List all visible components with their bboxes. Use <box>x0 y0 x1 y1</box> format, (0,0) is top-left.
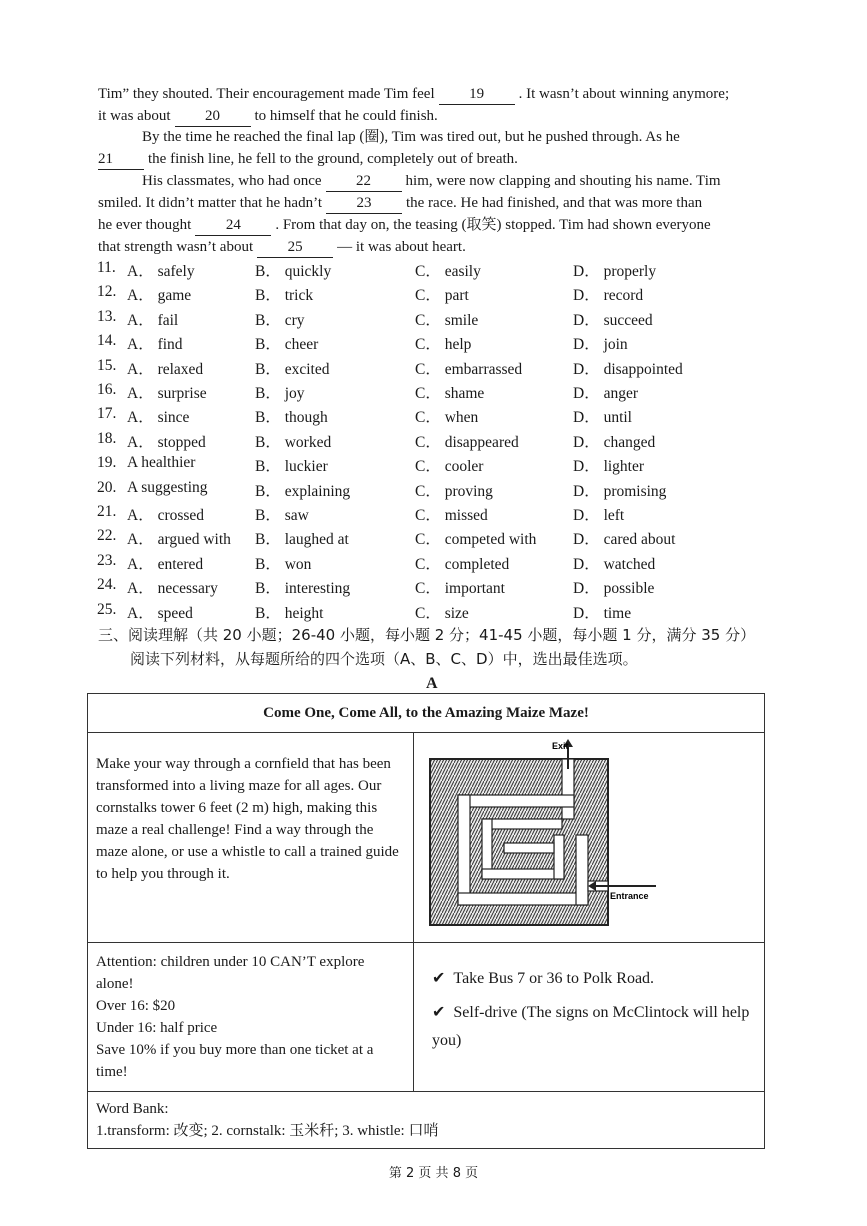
option-c: C． smile <box>415 311 479 329</box>
option-d: D． until <box>573 409 632 427</box>
passage-line <box>142 127 680 147</box>
check-icon: ✔ <box>432 1004 446 1021</box>
option-c: C． when <box>415 409 479 427</box>
word-bank-text: 1.transform: 改变; 2. cornstalk: 玉米秆; 3. whistle: 口哨 <box>96 1123 439 1139</box>
option-d: D． changed <box>573 433 656 451</box>
option-row <box>97 552 717 574</box>
option-c: C． embarrassed <box>415 360 523 378</box>
option-a: A． since <box>127 409 190 427</box>
option-c: C． disappeared <box>415 433 519 451</box>
option-c: C． easily <box>415 263 481 280</box>
passage-text: Tim” they shouted. Their encouragement made Tim feel <box>98 86 435 102</box>
option-c: C． completed <box>415 555 510 573</box>
option-a: A healthier <box>127 454 196 472</box>
maze-image-cell <box>414 733 765 943</box>
option-a: A． crossed <box>127 507 205 524</box>
word-bank-cell <box>88 1092 765 1149</box>
option-b: B． cheer <box>255 336 319 354</box>
option-c: C． cooler <box>415 458 484 476</box>
option-row <box>97 357 717 379</box>
passage-line <box>98 215 711 236</box>
question-number: 15. <box>97 356 117 374</box>
entrance-label: Entrance <box>610 891 649 901</box>
passage-text: he ever thought <box>98 217 192 233</box>
option-a: A． stopped <box>127 433 206 451</box>
blank-20: 20 <box>175 106 251 127</box>
passage-text: that strength wasn’t about <box>98 239 254 255</box>
option-d: D． succeed <box>573 311 653 329</box>
ad-info-cell <box>88 943 414 1092</box>
drive-direction <box>432 999 754 1055</box>
option-d: D． promising <box>573 482 667 500</box>
passage-text: the race. He had finished, and that was more than <box>405 195 703 211</box>
bus-direction <box>432 965 754 993</box>
option-b: B． saw <box>255 507 309 524</box>
option-d: D． time <box>573 604 632 622</box>
question-number: 20. <box>97 478 117 496</box>
blank-22: 22 <box>326 171 402 192</box>
question-number: 13. <box>97 307 117 325</box>
option-a: A． speed <box>127 604 193 622</box>
option-d: D． disappointed <box>573 360 683 378</box>
option-a: A． surprise <box>127 385 207 402</box>
passage-text: smiled. It didn’t matter that he hadn’t <box>98 195 322 211</box>
option-a: A． relaxed <box>127 360 204 378</box>
blank-19: 19 <box>439 84 515 105</box>
price-over-16: Over 16: $20 <box>96 998 176 1014</box>
option-a: A． necessary <box>127 580 218 598</box>
option-c: C． shame <box>415 385 485 402</box>
passage-line <box>98 149 518 170</box>
option-row <box>97 381 717 403</box>
check-icon: ✔ <box>432 970 446 987</box>
option-b: B． quickly <box>255 263 332 280</box>
option-b: B． worked <box>255 433 332 451</box>
option-d: D． cared about <box>573 531 676 549</box>
option-row <box>97 576 717 598</box>
option-a: A． argued with <box>127 531 231 549</box>
option-b: B． explaining <box>255 482 351 500</box>
option-c: C． help <box>415 336 472 354</box>
passage-text: the finish line, he fell to the ground, completely out of breath. <box>148 151 518 167</box>
passage-text: His classmates, who had once <box>142 173 322 189</box>
blank-24: 24 <box>195 215 271 236</box>
maze-ad-table <box>87 693 765 1149</box>
option-d: D． watched <box>573 555 656 573</box>
option-row <box>97 308 717 330</box>
option-c: C． proving <box>415 482 493 500</box>
option-a: A． fail <box>127 311 179 329</box>
option-a: A． game <box>127 287 192 305</box>
blank-23: 23 <box>326 193 402 214</box>
question-number: 14. <box>97 332 117 350</box>
option-a: A． safely <box>127 263 195 280</box>
question-number: 12. <box>97 283 117 301</box>
option-b: B． joy <box>255 385 305 402</box>
page-footer: 第 2 页 共 8 页 <box>388 1166 479 1181</box>
question-number: 18. <box>97 429 117 447</box>
discount-text: Save 10% if you buy more than one ticket at a time! <box>96 1042 374 1080</box>
option-row <box>97 527 717 549</box>
option-row <box>97 332 717 354</box>
question-number: 11. <box>97 259 116 276</box>
option-row <box>97 259 717 281</box>
option-row <box>97 430 717 452</box>
option-a: A． entered <box>127 555 204 573</box>
question-number: 25. <box>97 600 117 618</box>
option-row <box>97 454 717 476</box>
option-row <box>97 601 717 623</box>
section-heading: 三、阅读理解（共 20 小题；26-40 小题，每小题 2 分；41-45 小题，每小题 1 分，满分 35 分） <box>98 626 756 644</box>
passage-line <box>98 193 702 214</box>
exit-label: Exit <box>552 741 569 751</box>
blank-21: 21 <box>98 149 144 170</box>
option-b: B． luckier <box>255 458 328 476</box>
blank-25: 25 <box>257 237 333 258</box>
passage-letter: A <box>426 675 438 692</box>
passage-line <box>98 84 729 105</box>
passage-line <box>142 171 721 192</box>
option-c: C． important <box>415 580 505 598</box>
question-number: 24. <box>97 576 117 594</box>
option-b: B． height <box>255 604 324 622</box>
option-d: D． join <box>573 336 628 354</box>
question-number: 23. <box>97 551 117 569</box>
section-instruction: 阅读下列材料，从每题所给的四个选项（A、B、C、D）中，选出最佳选项。 <box>130 650 638 668</box>
question-number: 19. <box>97 454 117 472</box>
option-a: A suggesting <box>127 478 208 496</box>
option-b: B． though <box>255 409 328 427</box>
option-d: D． properly <box>573 263 657 280</box>
option-d: D． lighter <box>573 458 645 476</box>
passage-text: — it was about heart. <box>337 239 466 255</box>
option-c: C． size <box>415 604 469 622</box>
option-a: A． find <box>127 336 183 354</box>
ad-description-cell <box>88 733 414 943</box>
option-d: D． possible <box>573 580 655 598</box>
drive-text: Self-drive (The signs on McClintock will help you) <box>432 1004 750 1049</box>
ad-description: Make your way through a cornfield that has been transformed into a living maze for all ages. Our cornstalks tower 6 feet (2 m) high, making this maze a real challenge! Find a way through the maze alone, or use a whistle to call a trained guide to help you through it. <box>96 756 399 882</box>
option-c: C． missed <box>415 507 488 524</box>
passage-line <box>98 237 466 258</box>
question-number: 17. <box>97 405 117 423</box>
question-number: 22. <box>97 527 117 545</box>
option-b: B． won <box>255 555 312 573</box>
option-row <box>97 283 717 305</box>
passage-line <box>98 106 438 127</box>
ad-directions-cell <box>414 943 765 1092</box>
passage-text: By the time he reached the final lap (圈), Tim was tired out, but he pushed through. As he <box>142 129 680 145</box>
option-d: D． anger <box>573 385 638 402</box>
option-b: B． trick <box>255 287 314 305</box>
option-d: D． record <box>573 287 644 305</box>
attention-text: Attention: children under 10 CAN’T explore alone! <box>96 954 365 992</box>
word-bank-title: Word Bank: <box>96 1101 169 1117</box>
option-b: B． excited <box>255 360 330 378</box>
question-number: 16. <box>97 381 117 398</box>
option-d: D． left <box>573 507 625 524</box>
option-row <box>97 479 717 501</box>
option-b: B． cry <box>255 311 305 329</box>
option-c: C． part <box>415 287 469 305</box>
ad-title: Come One, Come All, to the Amazing Maize Maze! <box>88 694 765 733</box>
passage-text: him, were now clapping and shouting his name. Tim <box>405 173 721 189</box>
question-number: 21. <box>97 503 117 520</box>
passage-text: . It wasn’t about winning anymore; <box>518 86 730 102</box>
option-b: B． interesting <box>255 580 351 598</box>
passage-text: . From that day on, the teasing (取笑) stopped. Tim had shown everyone <box>275 217 711 233</box>
passage-text: to himself that he could finish. <box>254 108 438 124</box>
option-c: C． competed with <box>415 531 537 549</box>
option-b: B． laughed at <box>255 531 349 549</box>
passage-text: it was about <box>98 108 171 124</box>
option-row <box>97 405 717 427</box>
maze-illustration <box>424 739 744 929</box>
price-under-16: Under 16: half price <box>96 1020 218 1036</box>
bus-text: Take Bus 7 or 36 to Polk Road. <box>453 970 655 987</box>
option-row <box>97 503 717 525</box>
